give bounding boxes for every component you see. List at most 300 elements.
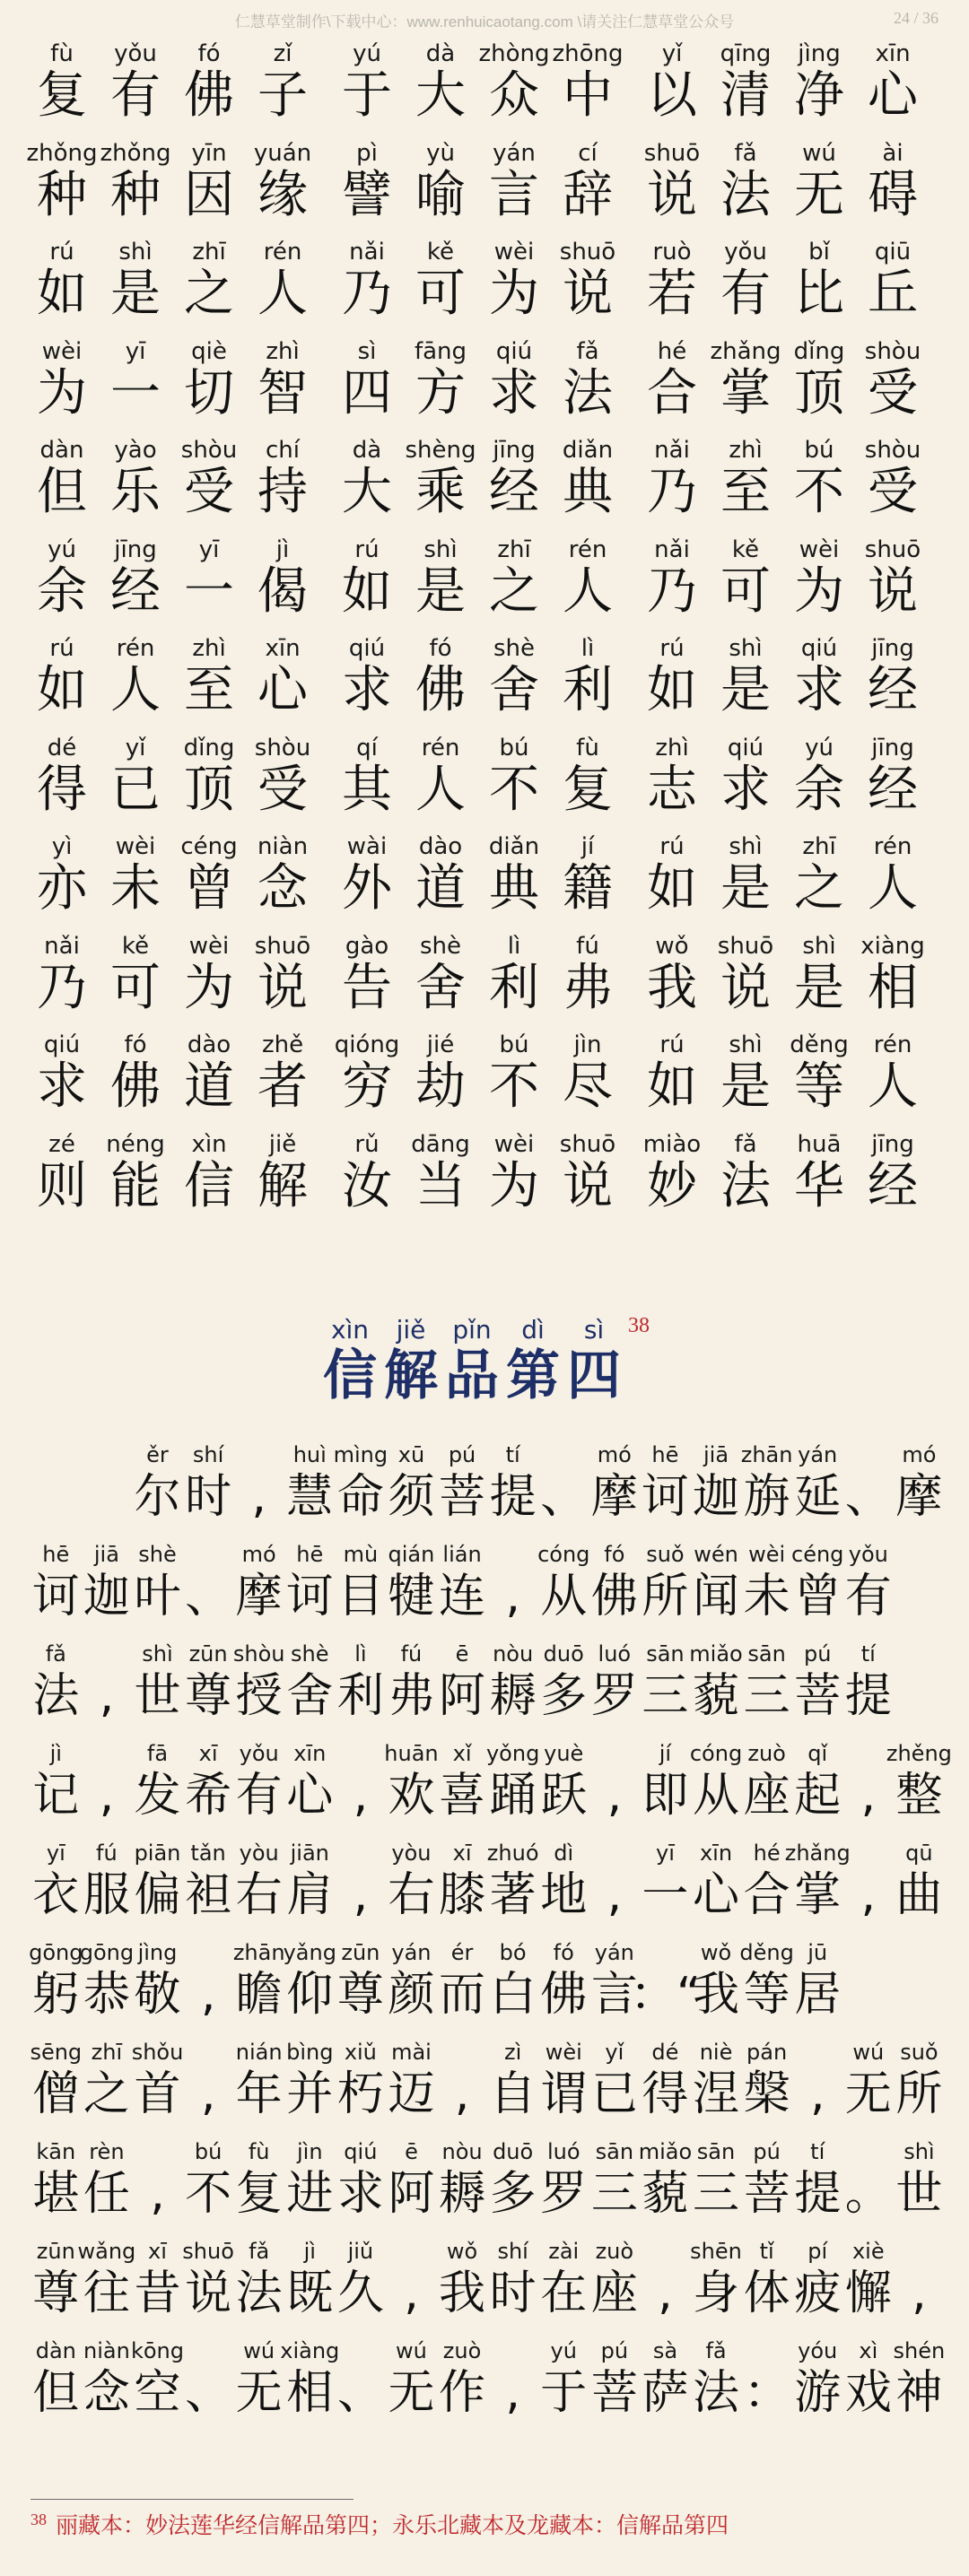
hanzi: 白	[489, 1968, 537, 2022]
verse-phrase	[31, 535, 336, 620]
hanzi: 无	[388, 2366, 435, 2420]
hanzi: 心	[693, 1868, 740, 1922]
pinyin: pì	[356, 139, 378, 167]
ruby-char	[641, 337, 703, 422]
ruby-char	[132, 1839, 183, 1923]
hanzi: 因	[184, 165, 234, 224]
ruby-char	[31, 1739, 82, 1823]
verse-line	[26, 139, 946, 239]
hanzi: 舍	[415, 958, 466, 1017]
verse-block	[26, 39, 946, 1229]
hanzi: 命	[336, 1470, 384, 1524]
pinyin: xī	[198, 1741, 218, 1766]
hanzi: 法	[563, 363, 613, 422]
pinyin: shòu	[864, 437, 921, 464]
hanzi: 曾	[794, 1570, 842, 1623]
pinyin: nǎi	[44, 932, 80, 960]
hanzi: 我	[693, 1968, 740, 2022]
hanzi: 恭	[83, 1968, 130, 2022]
pinyin: shuō	[559, 1130, 616, 1158]
verse-phrase	[336, 832, 641, 917]
hanzi: 佛	[415, 661, 466, 719]
ruby-char	[741, 1739, 792, 1823]
pinyin: zhī	[497, 535, 531, 563]
ruby-char	[788, 634, 851, 718]
hanzi: 著	[489, 1868, 537, 1922]
hanzi: 亦	[37, 859, 87, 918]
ruby-char	[741, 1540, 792, 1624]
verse-phrase	[336, 1130, 641, 1214]
ruby-char	[409, 535, 472, 620]
pinyin: tí	[860, 1641, 876, 1667]
pinyin: wú	[802, 139, 836, 167]
pinyin: zhǎng	[710, 337, 781, 365]
hanzi: 久	[336, 2267, 384, 2320]
ruby-char	[714, 932, 777, 1016]
ruby-char	[183, 2038, 234, 2122]
ruby-char	[82, 1640, 133, 1724]
ruby-char	[714, 1031, 777, 1115]
pinyin: céng	[791, 1542, 844, 1567]
hanzi: 佛	[110, 1057, 161, 1116]
pinyin: zhòng	[478, 40, 550, 67]
pinyin: shì	[118, 239, 153, 265]
ruby-char	[641, 139, 703, 223]
pinyin: ē	[455, 1641, 469, 1667]
hanzi: 连	[439, 1570, 486, 1623]
pinyin: shè	[291, 1641, 329, 1667]
hanzi: 种	[37, 165, 87, 224]
ruby-char	[336, 39, 398, 124]
ruby-char	[483, 337, 546, 422]
hanzi: 法	[720, 1156, 771, 1215]
hanzi: 旃	[743, 1470, 790, 1524]
hanzi: 世	[895, 2167, 943, 2221]
hanzi: 等	[794, 1057, 844, 1116]
ruby-char	[409, 139, 472, 223]
ruby-char	[437, 2038, 488, 2122]
pinyin: pǐn	[452, 1315, 492, 1345]
verse-phrase	[641, 932, 946, 1016]
hanzi: 一	[184, 561, 234, 621]
ruby-char	[104, 535, 167, 620]
hanzi: 有	[720, 265, 771, 323]
ruby-char	[641, 1031, 703, 1115]
pinyin: wú	[396, 2338, 427, 2363]
pinyin: rú	[49, 635, 74, 662]
hanzi: 合	[743, 1868, 790, 1922]
ruby-char	[251, 832, 314, 917]
ruby-char	[104, 238, 167, 322]
hanzi: 说	[258, 958, 308, 1017]
hanzi: 为	[794, 561, 844, 621]
hanzi: 耨	[489, 1669, 537, 1723]
ruby-char	[741, 1440, 792, 1525]
hanzi: 阿	[439, 1669, 486, 1723]
pinyin: shòu	[864, 337, 921, 365]
hanzi: 则	[37, 1156, 87, 1215]
hanzi: 三	[743, 1669, 790, 1723]
hanzi: 言	[590, 1968, 638, 2022]
pinyin: jīng	[871, 734, 914, 761]
hanzi: 游	[794, 2366, 842, 2420]
pinyin: xū	[397, 1442, 425, 1467]
pinyin: fǎ	[576, 337, 599, 365]
pinyin: shén	[893, 2338, 946, 2363]
ruby-char	[483, 436, 546, 520]
pinyin: yǒu	[114, 40, 157, 67]
hanzi: 乃	[342, 265, 392, 323]
ruby-char	[104, 436, 167, 520]
hanzi: 求	[342, 661, 392, 719]
hanzi: 大	[342, 463, 392, 521]
ruby-char	[31, 832, 93, 917]
hanzi: 复	[235, 2167, 283, 2221]
ruby-char	[437, 1839, 488, 1923]
ruby-char	[843, 2038, 895, 2122]
ruby-char	[589, 1540, 641, 1624]
pinyin: shǒu	[131, 2040, 184, 2065]
verse-line	[31, 535, 946, 635]
pinyin: qīng	[720, 40, 772, 67]
pinyin: shí	[497, 2239, 528, 2264]
ruby-char	[233, 1938, 284, 2023]
hanzi: 藐	[693, 1669, 740, 1723]
pinyin: mó	[902, 1442, 937, 1467]
ruby-char	[641, 1130, 703, 1214]
pinyin: fāng	[414, 337, 467, 365]
pinyin: rú	[659, 833, 685, 860]
pinyin: wén	[694, 1542, 738, 1567]
hanzi: 持	[258, 463, 308, 521]
hanzi: 时	[489, 2267, 537, 2320]
pinyin: yán	[798, 1442, 838, 1467]
ruby-char	[437, 1540, 488, 1624]
ruby-char	[104, 337, 167, 422]
ruby-char	[691, 1739, 742, 1823]
hanzi: 慧	[286, 1470, 334, 1524]
ruby-char	[31, 634, 93, 718]
pinyin: wèi	[799, 535, 840, 563]
pinyin: sēng	[30, 2040, 83, 2065]
hanzi: 利	[336, 1669, 384, 1723]
pinyin: yī	[125, 337, 146, 365]
hanzi: 跃	[540, 1769, 588, 1823]
ruby-char	[641, 436, 703, 520]
pinyin: huì	[292, 1442, 327, 1467]
pinyin: rén	[568, 535, 607, 563]
hanzi: 受	[868, 363, 918, 422]
pinyin: jí	[581, 833, 595, 860]
hanzi: 弗	[563, 958, 613, 1017]
hanzi: 提	[489, 1470, 537, 1524]
chapter-heading	[0, 1314, 969, 1405]
pinyin: zhī	[91, 2040, 123, 2065]
pinyin: bú	[499, 1031, 529, 1058]
pinyin: qióng	[334, 1031, 400, 1058]
verse-phrase	[26, 139, 336, 224]
ruby-char	[437, 2337, 488, 2421]
ruby-char	[132, 2337, 183, 2421]
hanzi: 道	[184, 1057, 234, 1116]
pinyin: zhǒng	[100, 139, 171, 167]
hanzi: 有	[844, 1570, 892, 1623]
pinyin: bó	[499, 1940, 527, 1965]
hanzi: 年	[235, 2067, 283, 2121]
hanzi: 受	[184, 463, 234, 521]
pinyin: xì	[859, 2338, 878, 2363]
hanzi: 肩	[286, 1868, 334, 1922]
pinyin: shè	[138, 1542, 177, 1567]
pinyin: nòu	[441, 2139, 483, 2164]
ruby-char	[409, 337, 472, 422]
pinyin: dǐng	[183, 734, 235, 761]
hanzi: 无	[844, 2067, 892, 2121]
ruby-char	[741, 1640, 792, 1724]
pinyin: dé	[651, 2040, 679, 2065]
hanzi: 有	[235, 1769, 283, 1823]
hanzi: 碍	[868, 165, 918, 224]
hanzi: 疲	[794, 2267, 842, 2320]
pinyin: fó	[197, 40, 221, 67]
hanzi: 、	[185, 2366, 232, 2420]
pinyin: fǎ	[705, 2338, 727, 2363]
hanzi: 利	[563, 661, 613, 719]
pinyin: shuō	[864, 535, 921, 563]
hanzi: 相	[868, 958, 918, 1017]
ruby-char	[336, 1640, 387, 1724]
pinyin: xī	[148, 2239, 167, 2264]
ruby-char	[861, 238, 924, 322]
ruby-char	[104, 734, 167, 818]
ruby-char	[792, 2337, 843, 2421]
pinyin: yán	[493, 139, 536, 167]
verse-phrase	[336, 634, 641, 718]
pinyin: shì	[142, 1641, 173, 1667]
ruby-char	[640, 2038, 691, 2122]
ruby-char	[82, 2337, 133, 2421]
hanzi: 四	[342, 363, 392, 422]
ruby-char	[788, 932, 851, 1016]
pinyin: wèi	[545, 2040, 582, 2065]
pinyin: jū	[808, 1940, 828, 1965]
pinyin: shòu	[232, 1641, 285, 1667]
ruby-char	[487, 1739, 538, 1823]
verse-phrase	[31, 932, 336, 1016]
hanzi: 任	[83, 2167, 130, 2221]
ruby-char	[178, 39, 240, 124]
prose-line	[31, 2237, 946, 2337]
hanzi: 弗	[388, 1669, 435, 1723]
pinyin: wú	[852, 2040, 885, 2065]
pinyin: jié	[426, 1031, 455, 1058]
pinyin: luó	[598, 1641, 632, 1667]
verse-line	[31, 1031, 946, 1130]
ruby-char	[487, 1540, 538, 1624]
pinyin: duō	[543, 1641, 584, 1667]
ruby-char	[336, 139, 398, 223]
verse-phrase	[641, 1130, 946, 1214]
ruby-char	[178, 337, 240, 422]
ruby-char	[483, 734, 546, 818]
hanzi: ：“	[629, 1968, 701, 2022]
hanzi: 中	[563, 66, 613, 125]
pinyin: miǎo	[689, 1641, 743, 1667]
hanzi: 经	[868, 760, 918, 819]
ruby-char	[31, 2038, 82, 2122]
pinyin: cí	[578, 139, 598, 167]
pinyin: qǐ	[808, 1741, 828, 1766]
ruby-char	[538, 1839, 589, 1923]
ruby-char	[336, 337, 398, 422]
ruby-char	[178, 734, 240, 818]
pinyin: cóng	[537, 1542, 590, 1567]
ruby-char	[788, 337, 851, 422]
ruby-char	[284, 1839, 336, 1923]
hanzi: 、	[185, 1570, 232, 1623]
hanzi: 踊	[489, 1769, 537, 1823]
ruby-char	[132, 2038, 183, 2122]
verse-phrase	[641, 634, 946, 718]
pinyin: qiè	[191, 337, 227, 365]
ruby-char	[714, 734, 777, 818]
hanzi: 能	[110, 1156, 161, 1215]
hanzi: 而	[439, 1968, 486, 2022]
verse-line	[31, 436, 946, 535]
pinyin: nòu	[493, 1641, 534, 1667]
ruby-char	[788, 832, 851, 917]
hanzi: 为	[489, 1156, 539, 1215]
hanzi: 说	[185, 2267, 232, 2320]
ruby-char	[487, 2337, 538, 2421]
ruby-char	[538, 2337, 589, 2421]
pinyin: jìng	[137, 1940, 178, 1965]
ruby-char	[183, 2237, 234, 2321]
verse-line	[31, 734, 946, 833]
ruby-char	[487, 1640, 538, 1724]
ruby-char	[380, 1314, 441, 1405]
pinyin: miào	[642, 1130, 702, 1158]
pinyin: fó	[124, 1031, 147, 1058]
hanzi: 摩	[895, 1470, 943, 1524]
pinyin: yī	[46, 1841, 65, 1866]
pinyin: fú	[576, 932, 599, 960]
hanzi: 心	[286, 1769, 334, 1823]
hanzi: 袒	[185, 1868, 232, 1922]
hanzi: 为	[184, 958, 234, 1017]
pinyin: lì	[507, 932, 521, 960]
pinyin: yóu	[798, 2338, 838, 2363]
pinyin: gōng	[29, 1940, 83, 1965]
footnote-divider	[31, 2499, 354, 2500]
pinyin: jiě	[268, 1130, 297, 1158]
ruby-char	[788, 436, 851, 520]
verse-phrase	[336, 932, 641, 1016]
hanzi: 之	[184, 265, 234, 323]
hanzi: 僧	[32, 2067, 80, 2121]
pinyin: mù	[343, 1542, 379, 1567]
prose-line	[31, 1938, 946, 2038]
hanzi: 仰	[286, 1968, 334, 2022]
pinyin: céng	[180, 833, 238, 860]
pinyin: pú	[448, 1442, 476, 1467]
verse-phrase	[336, 238, 641, 322]
pinyin: rú	[49, 239, 74, 265]
ruby-char	[178, 238, 240, 322]
hanzi: 世	[134, 1669, 181, 1723]
hanzi: 但	[37, 463, 87, 521]
hanzi: 如	[647, 1057, 697, 1116]
ruby-char	[487, 1440, 538, 1525]
pinyin: jì	[303, 2239, 316, 2264]
ruby-char	[861, 436, 924, 520]
pinyin: bú	[499, 734, 529, 761]
ruby-char	[386, 2137, 437, 2222]
hanzi: 汝	[342, 1156, 392, 1215]
ruby-char	[487, 2237, 538, 2321]
pinyin: kě	[426, 239, 455, 265]
pinyin: dì	[521, 1315, 545, 1345]
hanzi: 诃	[286, 1570, 334, 1623]
pinyin: jiā	[703, 1442, 729, 1467]
ruby-char	[691, 1440, 742, 1525]
hanzi: 在	[540, 2267, 588, 2320]
pinyin: shuō	[254, 932, 311, 960]
pinyin: dào	[418, 833, 463, 860]
ruby-char	[629, 1938, 701, 2023]
prose-line	[31, 1739, 952, 1839]
ruby-char	[183, 1938, 234, 2023]
pinyin: dà	[352, 437, 382, 464]
pinyin: zuò	[442, 2338, 482, 2363]
hanzi: 谓	[540, 2067, 588, 2121]
pinyin: sì	[357, 337, 377, 365]
ruby-char	[589, 1440, 641, 1525]
hanzi: 经	[110, 561, 161, 621]
hanzi: 劫	[415, 1057, 466, 1116]
ruby-char	[538, 1540, 589, 1624]
pinyin: zhì	[729, 437, 763, 464]
pinyin: qū	[905, 1841, 933, 1866]
hanzi: 比	[794, 265, 844, 323]
ruby-char	[336, 1938, 387, 2023]
hanzi: 曾	[184, 859, 234, 918]
hanzi: 清	[720, 66, 771, 125]
pinyin: lì	[581, 635, 595, 662]
ruby-char	[556, 139, 619, 223]
hanzi: 有	[110, 66, 161, 125]
ruby-char	[563, 1314, 624, 1405]
pinyin: jiǔ	[347, 2239, 374, 2264]
hanzi: 说	[868, 561, 918, 621]
hanzi: 未	[110, 859, 161, 918]
ruby-char	[104, 1130, 167, 1214]
ruby-char	[178, 535, 240, 620]
hanzi: 华	[794, 1156, 844, 1215]
pinyin: xìn	[191, 1130, 227, 1158]
pinyin: rèn	[89, 2139, 125, 2164]
hanzi: 可	[110, 958, 161, 1017]
ruby-char	[483, 238, 546, 322]
ruby-char	[336, 2237, 387, 2321]
hanzi: 顶	[794, 363, 844, 422]
pinyin: yǒng	[485, 1741, 540, 1766]
ruby-char	[552, 39, 624, 125]
hanzi: 摩	[235, 1570, 283, 1623]
hanzi: 说	[720, 958, 771, 1017]
ruby-char	[319, 1314, 380, 1405]
ruby-char	[483, 634, 546, 718]
